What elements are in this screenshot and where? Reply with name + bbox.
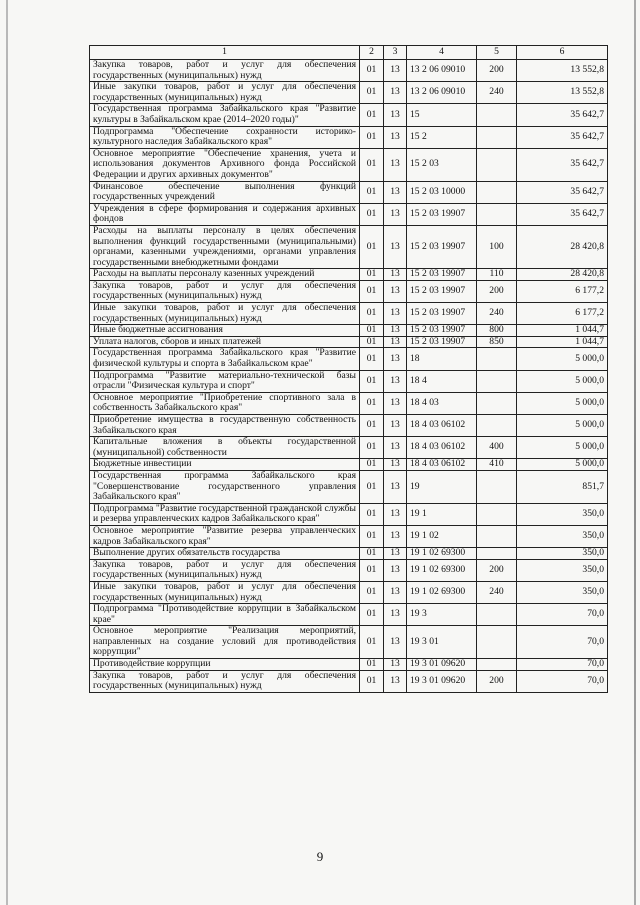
target-article-cell: 15 2 03 19907 (407, 303, 477, 325)
row-title-cell: Основное мероприятие "Приобретение спортивного зала в собственность Забайкальского края" (90, 392, 360, 414)
subsection-code-cell: 13 (384, 336, 407, 348)
subsection-code-cell: 13 (384, 82, 407, 104)
expense-type-cell: 200 (477, 280, 517, 302)
table-row (90, 82, 608, 104)
subsection-code-cell: 13 (384, 670, 407, 692)
subsection-code-cell: 13 (384, 203, 407, 225)
expense-type-cell (477, 525, 517, 547)
amount-cell: 1 044,7 (517, 325, 608, 337)
expense-type-cell (477, 148, 517, 181)
section-code-cell: 01 (360, 104, 384, 126)
row-title-cell: Закупка товаров, работ и услуг для обеспечения государственных (муниципальных) нужд (90, 280, 360, 302)
subsection-code-cell: 13 (384, 280, 407, 302)
subsection-code-cell: 13 (384, 415, 407, 437)
row-title-cell: Иные закупки товаров, работ и услуг для обеспечения государственных (муниципальных) нужд (90, 581, 360, 603)
subsection-code-cell: 13 (384, 148, 407, 181)
expense-type-cell (477, 348, 517, 370)
amount-cell: 350,0 (517, 525, 608, 547)
row-title-cell: Уплата налогов, сборов и иных платежей (90, 336, 360, 348)
subsection-code-cell: 13 (384, 370, 407, 392)
section-code-cell: 01 (360, 203, 384, 225)
section-code-cell: 01 (360, 503, 384, 525)
section-code-cell: 01 (360, 82, 384, 104)
expense-type-cell: 110 (477, 269, 517, 281)
expense-type-cell: 800 (477, 325, 517, 337)
row-title-cell: Государственная программа Забайкальского края "Совершенствование государственного управления Забайкальского края" (90, 470, 360, 503)
row-title-cell: Закупка товаров, работ и услуг для обеспечения государственных (муниципальных) нужд (90, 670, 360, 692)
target-article-cell: 18 4 03 06102 (407, 437, 477, 459)
section-code-cell: 01 (360, 303, 384, 325)
subsection-code-cell: 13 (384, 548, 407, 560)
row-title-cell: Основное мероприятие "Развитие резерва управленческих кадров Забайкальского края" (90, 525, 360, 547)
row-title-cell: Иные закупки товаров, работ и услуг для обеспечения государственных (муниципальных) нужд (90, 82, 360, 104)
section-code-cell: 01 (360, 181, 384, 203)
expense-type-cell (477, 415, 517, 437)
subsection-code-cell: 13 (384, 60, 407, 82)
row-title-cell: Выполнение других обязательств государства (90, 548, 360, 560)
row-title-cell: Бюджетные инвестиции (90, 459, 360, 471)
expense-type-cell (477, 626, 517, 659)
amount-cell: 6 177,2 (517, 303, 608, 325)
row-title-cell: Государственная программа Забайкальского края "Развитие физической культуры и спорта в Забайкальском крае" (90, 348, 360, 370)
row-title-cell: Финансовое обеспечение выполнения функций государственных учреждений (90, 181, 360, 203)
amount-cell: 5 000,0 (517, 437, 608, 459)
amount-cell: 70,0 (517, 626, 608, 659)
table-row (90, 126, 608, 148)
section-code-cell: 01 (360, 626, 384, 659)
target-article-cell: 15 2 03 10000 (407, 181, 477, 203)
page-edge-right (634, 0, 636, 905)
target-article-cell: 13 2 06 09010 (407, 82, 477, 104)
section-code-cell: 01 (360, 280, 384, 302)
table-row (90, 503, 608, 525)
expense-type-cell: 100 (477, 225, 517, 268)
target-article-cell: 18 4 03 (407, 392, 477, 414)
subsection-code-cell: 13 (384, 459, 407, 471)
section-code-cell: 01 (360, 437, 384, 459)
target-article-cell: 19 1 02 69300 (407, 581, 477, 603)
table-row (90, 104, 608, 126)
subsection-code-cell: 13 (384, 325, 407, 337)
target-article-cell: 13 2 06 09010 (407, 60, 477, 82)
section-code-cell: 01 (360, 470, 384, 503)
subsection-code-cell: 13 (384, 392, 407, 414)
table-row (90, 548, 608, 560)
target-article-cell: 18 (407, 348, 477, 370)
table-body (90, 60, 608, 693)
section-code-cell: 01 (360, 604, 384, 626)
target-article-cell: 18 4 03 06102 (407, 459, 477, 471)
amount-cell: 35 642,7 (517, 104, 608, 126)
column-header: 5 (477, 46, 517, 60)
expense-type-cell (477, 370, 517, 392)
expense-type-cell (477, 126, 517, 148)
row-title-cell: Подпрограмма "Обеспечение сохранности историко-культурного наследия Забайкальского края" (90, 126, 360, 148)
table-row (90, 559, 608, 581)
table-row (90, 437, 608, 459)
amount-cell: 5 000,0 (517, 415, 608, 437)
expense-type-cell: 240 (477, 581, 517, 603)
section-code-cell: 01 (360, 670, 384, 692)
section-code-cell: 01 (360, 336, 384, 348)
target-article-cell: 19 1 02 69300 (407, 548, 477, 560)
section-code-cell: 01 (360, 148, 384, 181)
target-article-cell: 19 3 (407, 604, 477, 626)
amount-cell: 35 642,7 (517, 148, 608, 181)
amount-cell: 13 552,8 (517, 60, 608, 82)
row-title-cell: Капитальные вложения в объекты государственной (муниципальной) собственности (90, 437, 360, 459)
column-header: 2 (360, 46, 384, 60)
subsection-code-cell: 13 (384, 604, 407, 626)
column-header: 4 (407, 46, 477, 60)
section-code-cell: 01 (360, 269, 384, 281)
header-row (90, 46, 608, 60)
expense-type-cell: 410 (477, 459, 517, 471)
section-code-cell: 01 (360, 370, 384, 392)
row-title-cell: Иные бюджетные ассигнования (90, 325, 360, 337)
amount-cell: 5 000,0 (517, 392, 608, 414)
expense-type-cell: 400 (477, 437, 517, 459)
section-code-cell: 01 (360, 348, 384, 370)
table-row (90, 459, 608, 471)
section-code-cell: 01 (360, 225, 384, 268)
target-article-cell: 19 3 01 09620 (407, 670, 477, 692)
table-row (90, 148, 608, 181)
target-article-cell: 15 (407, 104, 477, 126)
amount-cell: 350,0 (517, 559, 608, 581)
section-code-cell: 01 (360, 325, 384, 337)
expense-type-cell (477, 203, 517, 225)
target-article-cell: 15 2 (407, 126, 477, 148)
target-article-cell: 19 1 02 69300 (407, 559, 477, 581)
page-edge-left (6, 0, 8, 905)
target-article-cell: 15 2 03 19907 (407, 336, 477, 348)
subsection-code-cell: 13 (384, 303, 407, 325)
target-article-cell: 15 2 03 19907 (407, 325, 477, 337)
target-article-cell: 15 2 03 19907 (407, 225, 477, 268)
table-row (90, 269, 608, 281)
amount-cell: 350,0 (517, 548, 608, 560)
table-row (90, 470, 608, 503)
subsection-code-cell: 13 (384, 626, 407, 659)
section-code-cell: 01 (360, 126, 384, 148)
row-title-cell: Закупка товаров, работ и услуг для обеспечения государственных (муниципальных) нужд (90, 60, 360, 82)
table-row (90, 203, 608, 225)
table-row (90, 181, 608, 203)
row-title-cell: Подпрограмма "Развитие государственной гражданской службы и резерва управленческих кадров Забайкальского края" (90, 503, 360, 525)
amount-cell: 70,0 (517, 670, 608, 692)
target-article-cell: 19 3 01 09620 (407, 659, 477, 671)
table-row (90, 604, 608, 626)
amount-cell: 6 177,2 (517, 280, 608, 302)
table-row (90, 348, 608, 370)
row-title-cell: Иные закупки товаров, работ и услуг для обеспечения государственных (муниципальных) нужд (90, 303, 360, 325)
expense-type-cell: 240 (477, 303, 517, 325)
amount-cell: 70,0 (517, 604, 608, 626)
subsection-code-cell: 13 (384, 659, 407, 671)
subsection-code-cell: 13 (384, 581, 407, 603)
subsection-code-cell: 13 (384, 470, 407, 503)
expense-type-cell: 200 (477, 670, 517, 692)
expense-type-cell: 200 (477, 60, 517, 82)
amount-cell: 28 420,8 (517, 269, 608, 281)
row-title-cell: Государственная программа Забайкальского края "Развитие культуры в Забайкальском крае (2014–2020 годы)" (90, 104, 360, 126)
subsection-code-cell: 13 (384, 348, 407, 370)
table-row (90, 415, 608, 437)
target-article-cell: 18 4 (407, 370, 477, 392)
subsection-code-cell: 13 (384, 181, 407, 203)
target-article-cell: 18 4 03 06102 (407, 415, 477, 437)
row-title-cell: Основное мероприятие "Обеспечение хранения, учета и использования документов Архивного фонда Российской Федерации и других архивных документов" (90, 148, 360, 181)
target-article-cell: 19 1 02 (407, 525, 477, 547)
column-header: 1 (90, 46, 360, 60)
target-article-cell: 19 1 (407, 503, 477, 525)
expense-type-cell (477, 659, 517, 671)
amount-cell: 5 000,0 (517, 348, 608, 370)
row-title-cell: Основное мероприятие "Реализация мероприятий, направленных на создание условий для противодействия коррупции" (90, 626, 360, 659)
table-row (90, 336, 608, 348)
row-title-cell: Подпрограмма "Развитие материально-технической базы отрасли "Физическая культура и спорт" (90, 370, 360, 392)
target-article-cell: 19 3 01 (407, 626, 477, 659)
table-row (90, 60, 608, 82)
amount-cell: 35 642,7 (517, 126, 608, 148)
amount-cell: 70,0 (517, 659, 608, 671)
amount-cell: 350,0 (517, 503, 608, 525)
expense-type-cell (477, 104, 517, 126)
expense-type-cell (477, 470, 517, 503)
expense-type-cell: 200 (477, 559, 517, 581)
target-article-cell: 15 2 03 19907 (407, 203, 477, 225)
row-title-cell: Приобретение имущества в государственную собственность Забайкальского края (90, 415, 360, 437)
target-article-cell: 15 2 03 19907 (407, 280, 477, 302)
section-code-cell: 01 (360, 581, 384, 603)
amount-cell: 35 642,7 (517, 181, 608, 203)
subsection-code-cell: 13 (384, 126, 407, 148)
row-title-cell: Расходы на выплаты персоналу в целях обеспечения выполнения функций государственными (муниципальными) органами, казенными учреждениями, органами управления государственными внебюджетными фондами (90, 225, 360, 268)
section-code-cell: 01 (360, 60, 384, 82)
table-row (90, 280, 608, 302)
target-article-cell: 15 2 03 19907 (407, 269, 477, 281)
table-row (90, 626, 608, 659)
subsection-code-cell: 13 (384, 503, 407, 525)
table-row (90, 303, 608, 325)
section-code-cell: 01 (360, 559, 384, 581)
budget-table (89, 45, 608, 693)
table-row (90, 581, 608, 603)
table-row (90, 225, 608, 268)
expense-type-cell: 240 (477, 82, 517, 104)
amount-cell: 851,7 (517, 470, 608, 503)
subsection-code-cell: 13 (384, 104, 407, 126)
amount-cell: 1 044,7 (517, 336, 608, 348)
row-title-cell: Подпрограмма "Противодействие коррупции в Забайкальском крае" (90, 604, 360, 626)
subsection-code-cell: 13 (384, 437, 407, 459)
expense-type-cell (477, 548, 517, 560)
amount-cell: 13 552,8 (517, 82, 608, 104)
amount-cell: 5 000,0 (517, 459, 608, 471)
row-title-cell: Учреждения в сфере формирования и содержания архивных фондов (90, 203, 360, 225)
amount-cell: 5 000,0 (517, 370, 608, 392)
section-code-cell: 01 (360, 459, 384, 471)
amount-cell: 350,0 (517, 581, 608, 603)
column-header: 6 (517, 46, 608, 60)
expense-type-cell: 850 (477, 336, 517, 348)
subsection-code-cell: 13 (384, 525, 407, 547)
column-header: 3 (384, 46, 407, 60)
section-code-cell: 01 (360, 659, 384, 671)
section-code-cell: 01 (360, 525, 384, 547)
expense-type-cell (477, 503, 517, 525)
table-row (90, 392, 608, 414)
expense-type-cell (477, 604, 517, 626)
table-row (90, 670, 608, 692)
subsection-code-cell: 13 (384, 225, 407, 268)
page-number: 9 (316, 849, 324, 864)
table-row (90, 525, 608, 547)
row-title-cell: Расходы на выплаты персоналу казенных учреждений (90, 269, 360, 281)
table-row (90, 370, 608, 392)
section-code-cell: 01 (360, 415, 384, 437)
subsection-code-cell: 13 (384, 559, 407, 581)
section-code-cell: 01 (360, 548, 384, 560)
row-title-cell: Противодействие коррупции (90, 659, 360, 671)
section-code-cell: 01 (360, 392, 384, 414)
target-article-cell: 15 2 03 (407, 148, 477, 181)
row-title-cell: Закупка товаров, работ и услуг для обеспечения государственных (муниципальных) нужд (90, 559, 360, 581)
expense-type-cell (477, 181, 517, 203)
amount-cell: 28 420,8 (517, 225, 608, 268)
table-row (90, 659, 608, 671)
amount-cell: 35 642,7 (517, 203, 608, 225)
target-article-cell: 19 (407, 470, 477, 503)
table-row (90, 325, 608, 337)
subsection-code-cell: 13 (384, 269, 407, 281)
expense-type-cell (477, 392, 517, 414)
